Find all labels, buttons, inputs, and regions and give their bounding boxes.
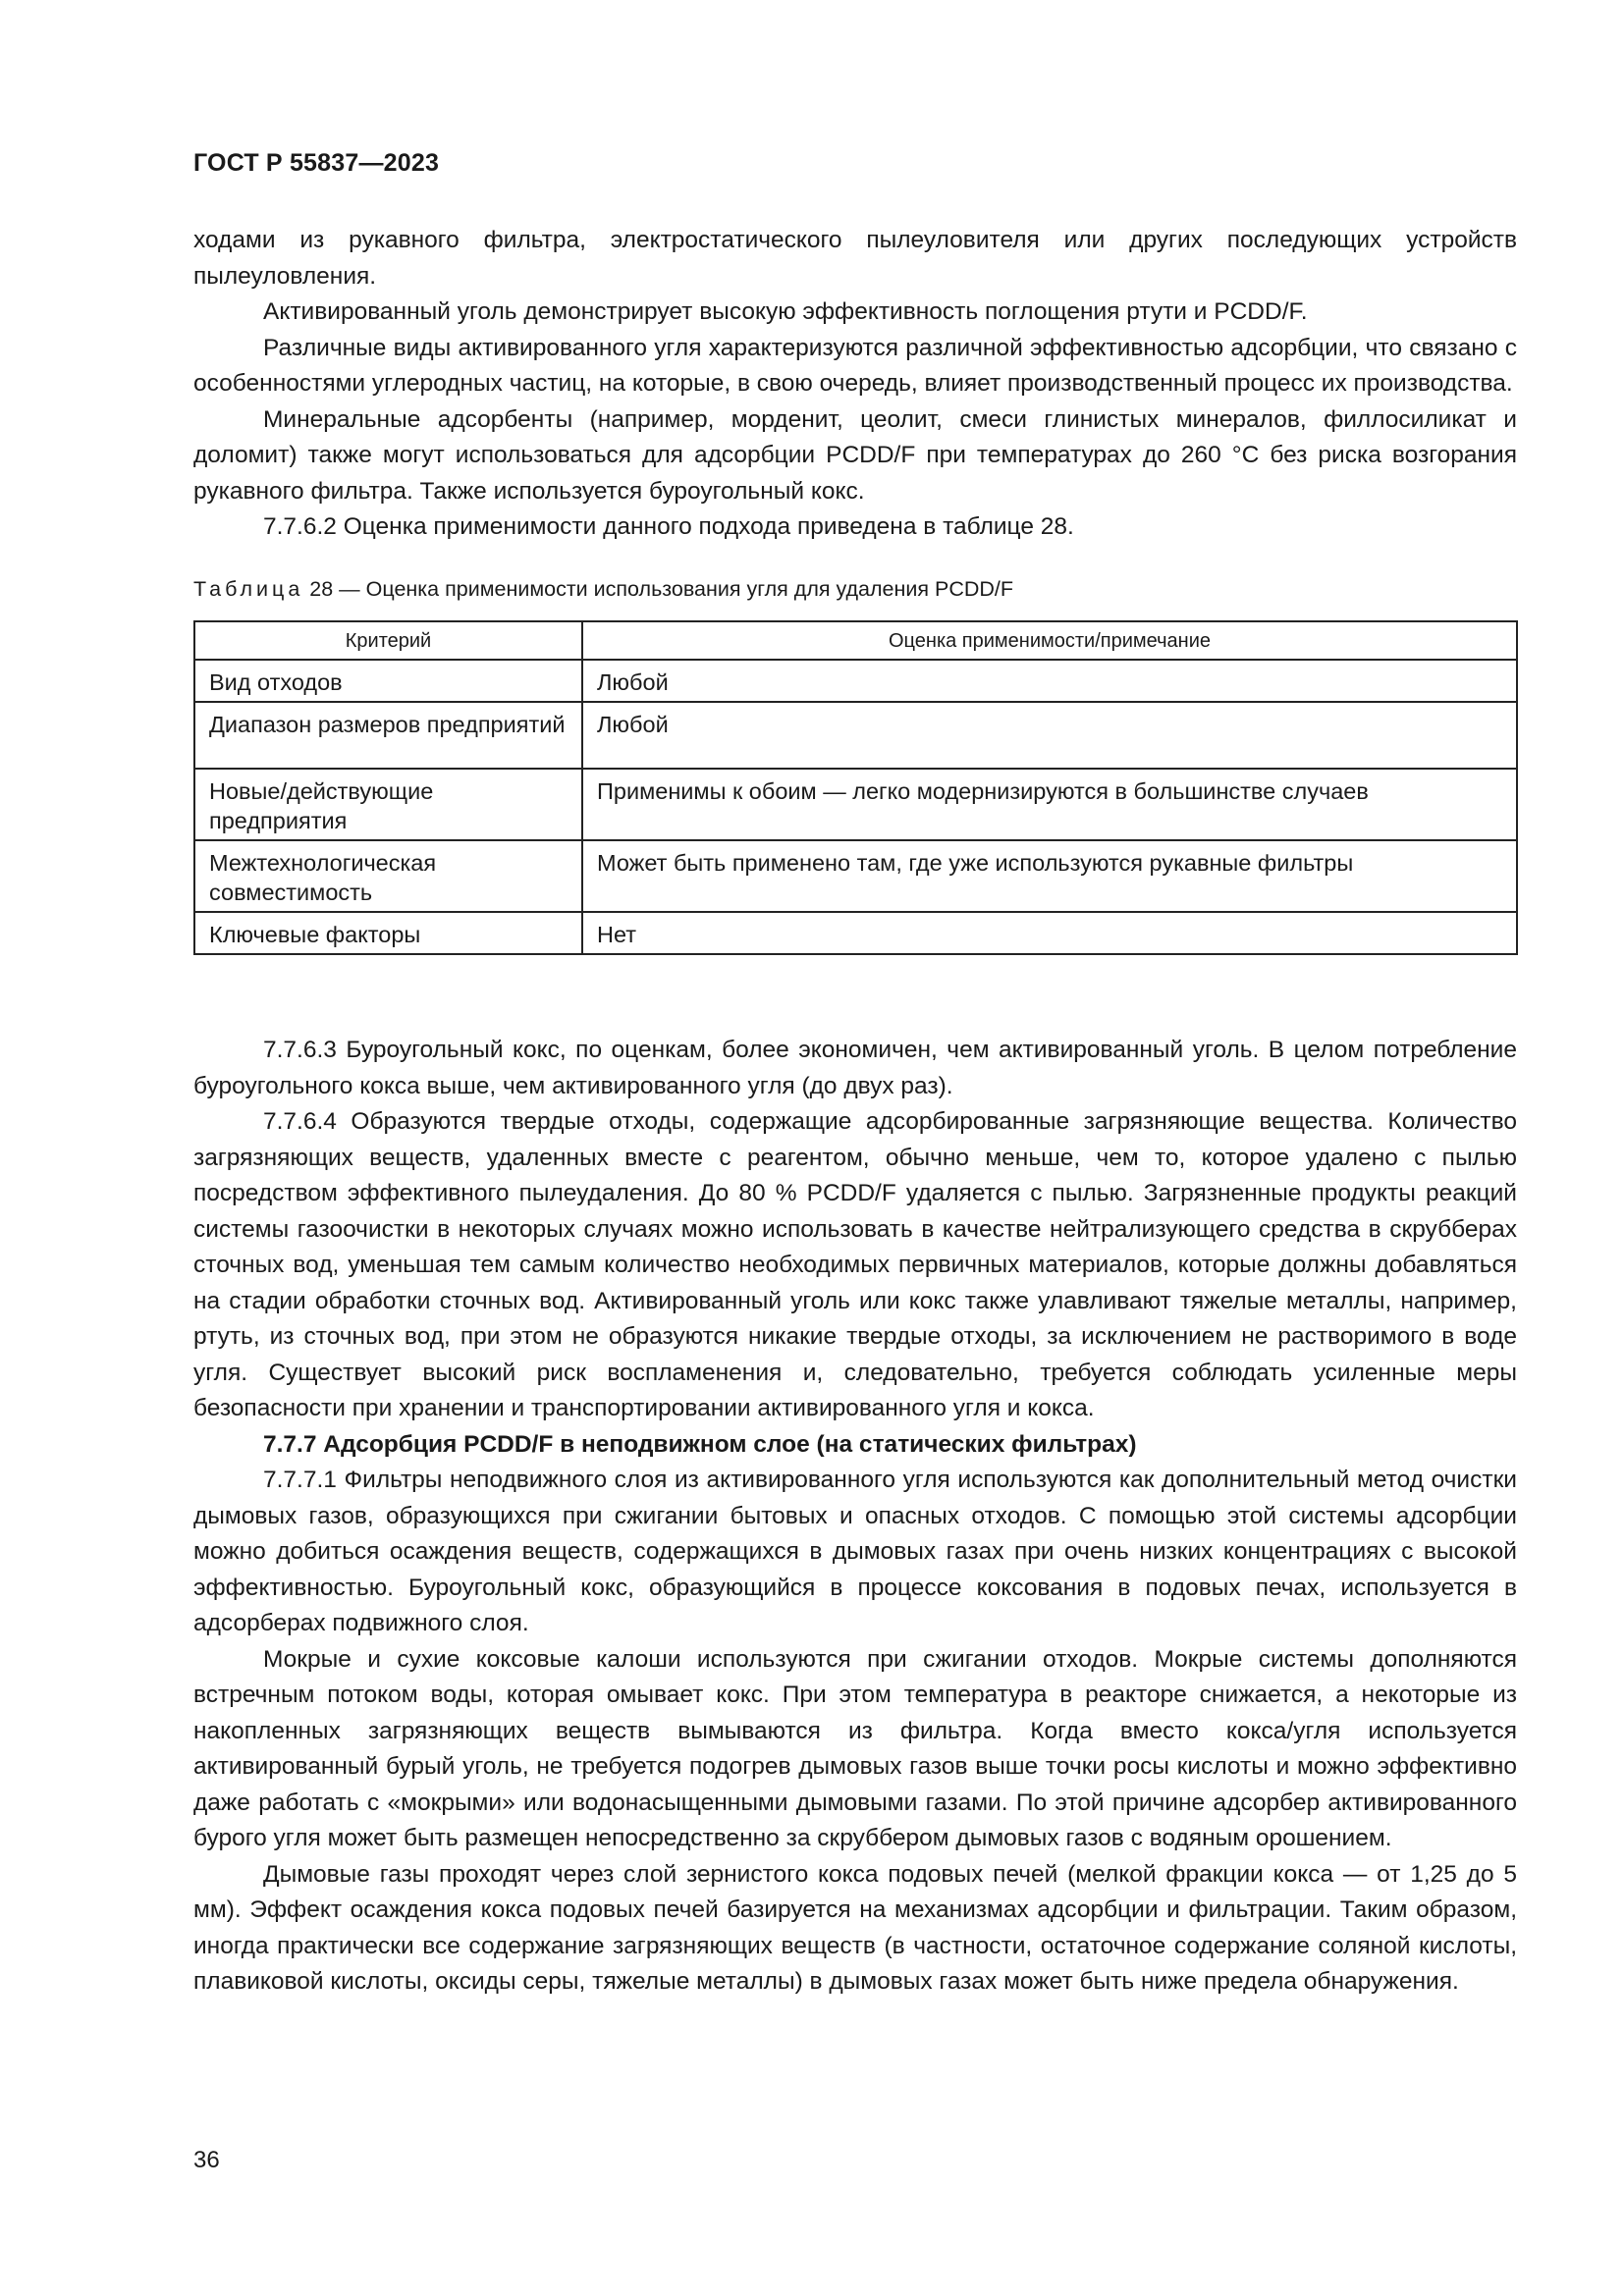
table-cell: Любой [582,660,1517,702]
table-row [194,840,1517,912]
table-caption-text: 28 — Оценка применимости использования угля для удаления PCDD/F [309,577,1014,601]
paragraph: ходами из рукавного фильтра, электростатического пылеуловителя или других последующих устройств пылеуловления. [193,227,1517,290]
table-cell: Диапазон размеров предприятий [194,702,582,769]
table-caption [193,577,1013,602]
bottom-text-block [193,1033,1517,2001]
table-row [194,702,1517,769]
table-cell: Любой [582,702,1517,769]
table-row [194,912,1517,954]
paragraph: Минеральные адсорбенты (например, морденит, цеолит, смеси глинистых минералов, филлосиликат и доломит) также могут использоваться для адсорбции PCDD/F при температурах до 260 °С без риска возгорания рукавного фильтра. Также используется буроугольный кокс. [193,405,1517,505]
table-cell: Новые/действующие предприятия [194,769,582,840]
table-cell: Нет [582,912,1517,954]
section-heading: 7.7.7 Адсорбция PCDD/F в неподвижном слое (на статических фильтрах) [263,1430,1137,1458]
table-header-criterion: Критерий [194,621,582,660]
paragraph: 7.7.6.3 Буроугольный кокс, по оценкам, более экономичен, чем активированный уголь. В целом потребление буроугольного кокса выше, чем активированного угля (до двух раз). [193,1037,1517,1099]
table-cell: Может быть применено там, где уже используются рукавные фильтры [582,840,1517,912]
table-cell: Применимы к обоим — легко модернизируются в большинстве случаев [582,769,1517,840]
table-cell: Вид отходов [194,660,582,702]
table-cell: Ключевые факторы [194,912,582,954]
page-number: 36 [193,2147,220,2173]
paragraph: 7.7.7.1 Фильтры неподвижного слоя из активированного угля используются как дополнительный метод очистки дымовых газов, образующихся при сжигании бытовых и опасных отходов. С помощью этой системы адсорбции можно добиться осаждения веществ, содержащихся в дымовых газах при очень низких концентрациях с высокой эффективностью. Буроугольный кокс, образующийся в процессе коксования в подовых печах, используется в адсорберах подвижного слоя. [193,1467,1517,1636]
paragraph: Активированный уголь демонстрирует высокую эффективность поглощения ртути и PCDD/F. [263,298,1308,325]
table-row [194,769,1517,840]
paragraph: 7.7.6.2 Оценка применимости данного подхода приведена в таблице 28. [263,513,1074,540]
table-row [194,660,1517,702]
top-text-block [193,223,1517,546]
paragraph: Различные виды активированного угля характеризуются различной эффективностью адсорбции, что связано с особенностями углеродных частиц, на которые, в свою очередь, влияет производственный процесс их производства. [193,334,1517,397]
table-header-row [194,621,1517,660]
applicability-table [193,620,1518,955]
table-header-assessment: Оценка применимости/примечание [582,621,1517,660]
paragraph: 7.7.6.4 Образуются твердые отходы, содержащие адсорбированные загрязняющие вещества. Количество загрязняющих веществ, удаленных вместе с реагентом, обычно меньше, чем то, которое удалено с пылью посредством эффективного пылеудаления. До 80 % PCDD/F удаляется с пылью. Загрязненные продукты реакций системы газоочистки в некоторых случаях можно использовать в качестве нейтрализующего средства в скрубберах сточных вод, уменьшая тем самым количество необходимых первичных материалов, которые должны добавляться на стадии обработки сточных вод. Активированный уголь или кокс также улавливают тяжелые металлы, например, ртуть, из сточных вод, при этом не образуются никакие твердые отходы, за исключением не растворимого в воде угля. Существует высокий риск воспламенения и, следовательно, требуется соблюдать усиленные меры безопасности при хранении и транспортировании активированного угля и кокса. [193,1108,1517,1421]
document-header: ГОСТ Р 55837—2023 [193,149,440,177]
paragraph: Дымовые газы проходят через слой зернистого кокса подовых печей (мелкой фракции кокса — от 1,25 до 5 мм). Эффект осаждения кокса подовых печей базируется на механизмах адсорбции и фильтрации. Таким образом, иногда практически все содержание загрязняющих веществ (в частности, остаточное содержание соляной кислоты, плавиковой кислоты, оксиды серы, тяжелые металлы) в дымовых газах может быть ниже предела обнаружения. [193,1860,1517,1995]
paragraph: Мокрые и сухие коксовые калоши используются при сжигании отходов. Мокрые системы дополняются встречным потоком воды, которая омывает кокс. При этом температура в реакторе снижается, а некоторые из накопленных загрязняющих веществ вымываются из фильтра. Когда вместо кокса/угля используется активированный бурый уголь, не требуется подогрев дымовых газов выше точки росы кислоты и можно эффективно даже работать с «мокрыми» или водонасыщенными дымовыми газами. По этой причине адсорбер активированного бурого угля может быть размещен непосредственно за скруббером дымовых газов с водяным орошением. [193,1645,1517,1851]
table-cell: Межтехнологическая совместимость [194,840,582,912]
table-caption-label: Таблица [193,577,304,601]
